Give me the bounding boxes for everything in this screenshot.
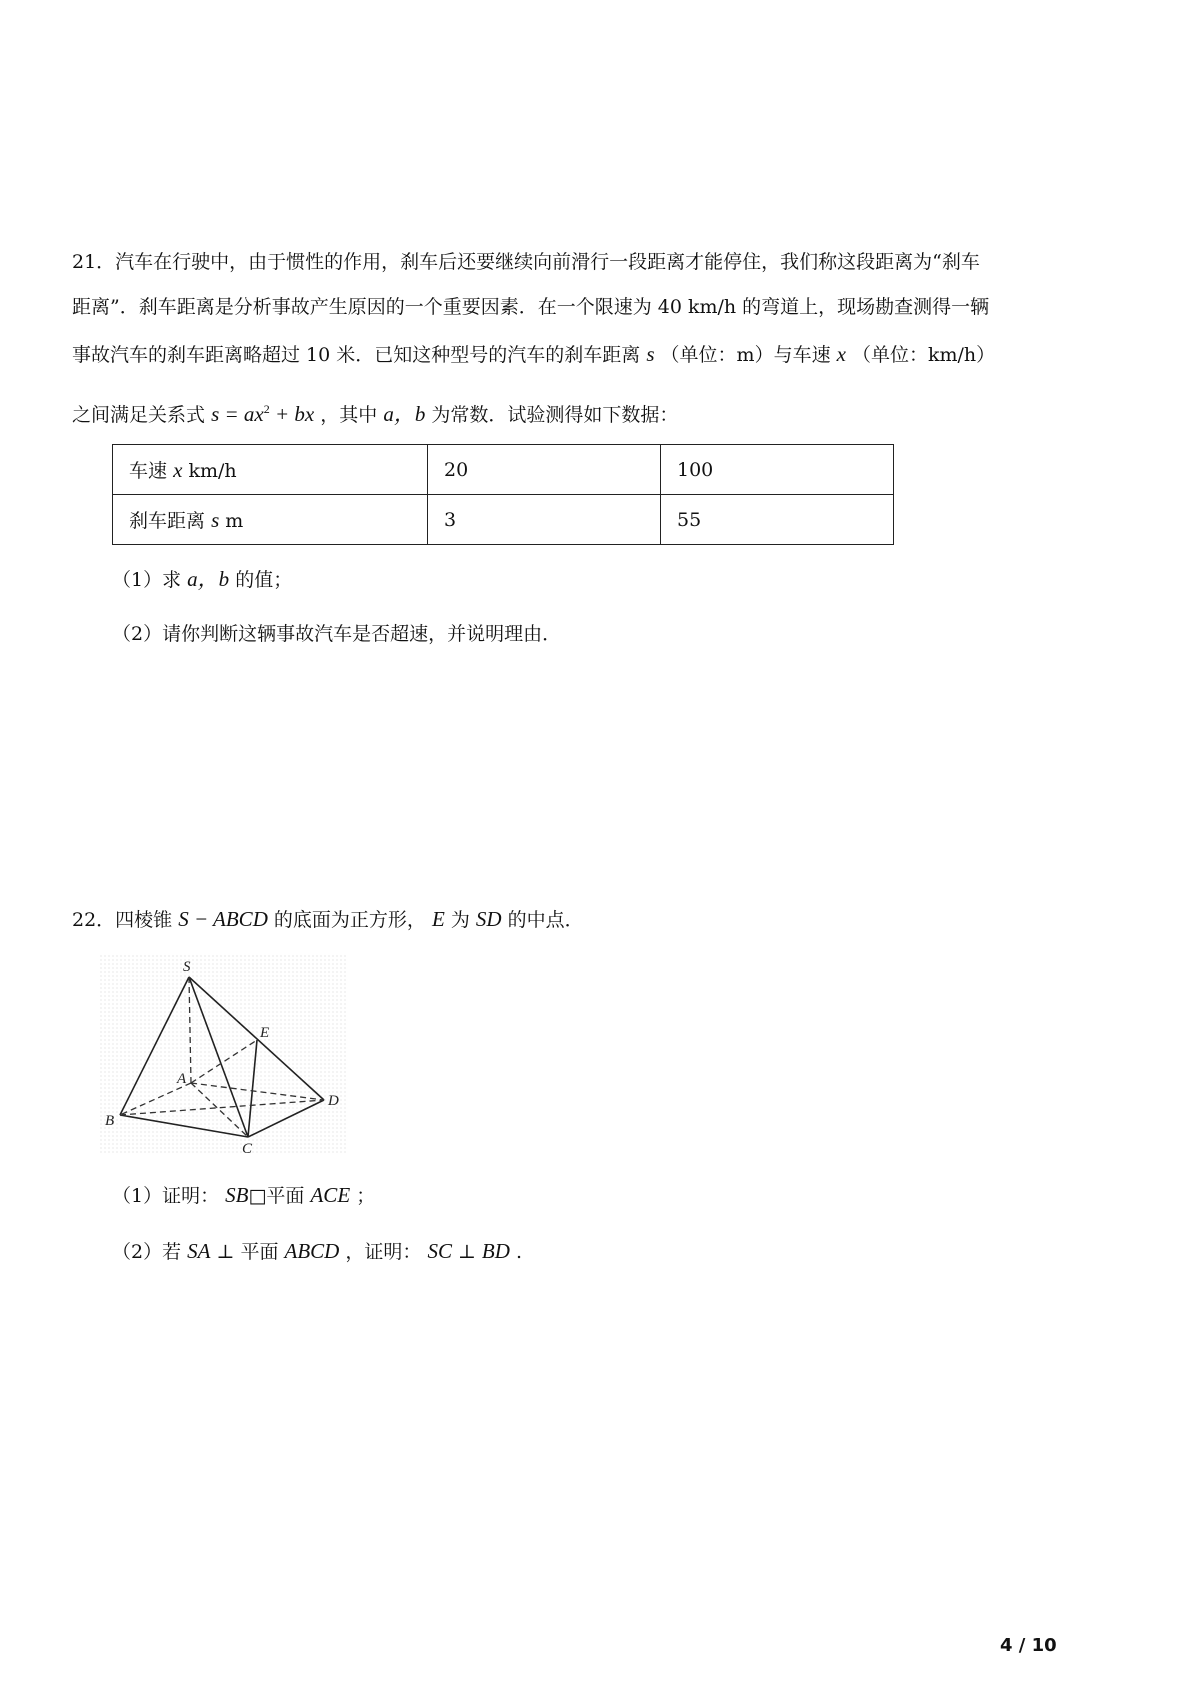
q22-text-1c: 为: [450, 909, 470, 931]
label-c: C: [242, 1141, 253, 1155]
pyramid-figure: [100, 955, 346, 1155]
var-s: s: [646, 342, 655, 366]
page-number: 4 / 10: [1000, 1635, 1057, 1656]
q22-part1-text-a: （1）证明：: [112, 1185, 220, 1207]
q21-line-2: [72, 293, 1132, 321]
var-ab: a，b: [187, 567, 230, 591]
table-cell-distance-label: [113, 495, 428, 545]
q21-text-4b: ，其中: [320, 404, 378, 426]
table-cell-speed-label: [113, 445, 428, 495]
q21-line-1: [72, 248, 1132, 276]
table-row: [113, 445, 894, 495]
q22-part2-text-b: 平面: [240, 1241, 279, 1263]
var-x: x: [836, 342, 846, 366]
q22-part2-text-c: ，证明：: [345, 1241, 422, 1263]
formula-rhs: + bx: [269, 402, 315, 426]
speed-distance-table: [112, 444, 894, 545]
table-cell: 55: [661, 495, 894, 545]
plane-abcd: ABCD: [284, 1239, 340, 1263]
q22-text-1b: 的底面为正方形，: [273, 909, 426, 931]
segment-sc: SC: [427, 1239, 452, 1263]
q21-part-1: [112, 565, 292, 594]
solid-name: S − ABCD: [178, 907, 268, 931]
q21-text-4c: 为常数．试验测得如下数据：: [431, 404, 679, 426]
parallel-symbol: □: [248, 1185, 267, 1207]
q22-line-1: [72, 905, 1132, 934]
segment-sa: SA: [187, 1239, 211, 1263]
label-b: B: [105, 1113, 115, 1129]
q21-text-3b: （单位：m）与车速: [660, 344, 831, 366]
q21-line-4: [72, 395, 1132, 429]
perp-symbol: ⊥: [216, 1241, 235, 1263]
q21-text-3a: 事故汽车的刹车距离略超过 10 米．已知这种型号的汽车的刹车距离: [72, 344, 641, 366]
segment-sd: SD: [475, 907, 502, 931]
distance-unit: m: [225, 510, 244, 532]
q21-text-3c: （单位：km/h）: [852, 344, 996, 366]
table-row: [113, 495, 894, 545]
label-e: E: [260, 1025, 270, 1041]
table-cell: 3: [428, 495, 661, 545]
figure-background: [100, 955, 346, 1155]
formula-lhs: s = ax: [211, 402, 264, 426]
distance-label: 刹车距离: [129, 510, 206, 532]
segment-sb: SB: [225, 1183, 249, 1207]
var-ab: a，b: [383, 402, 426, 426]
distance-var: s: [211, 508, 220, 532]
formula-exponent: 2: [263, 402, 270, 416]
q21-line-3: [72, 340, 1132, 369]
point-e: E: [431, 907, 445, 931]
q21-part1-text-b: 的值；: [235, 569, 293, 591]
speed-var: x: [173, 458, 183, 482]
q21-part1-text-a: （1）求: [112, 569, 182, 591]
q22-part-2: [112, 1237, 522, 1266]
q22-part1-text-b: 平面: [266, 1185, 305, 1207]
q21-text-4a: 之间满足关系式: [72, 404, 206, 426]
speed-unit: km/h: [188, 460, 237, 482]
q22-part2-text-a: （2）若: [112, 1241, 182, 1263]
label-s: S: [183, 959, 191, 975]
label-d: D: [328, 1093, 339, 1109]
q21-text-2: 距离”．刹车距离是分析事故产生原因的一个重要因素．在一个限速为 40 km/h 的弯道上，现场勘查测得一辆: [72, 296, 990, 318]
speed-label: 车速: [129, 460, 168, 482]
table-cell: 100: [661, 445, 894, 495]
plane-ace: ACE: [310, 1183, 351, 1207]
q21-text-1: 21．汽车在行驶中，由于惯性的作用，刹车后还要继续向前滑行一段距离才能停住，我们称这段距离为“刹车: [72, 251, 980, 273]
q22-text-1d: 的中点．: [507, 909, 584, 931]
table-cell: 20: [428, 445, 661, 495]
label-a: A: [177, 1071, 187, 1087]
q21-part2-text: （2）请你判断这辆事故汽车是否超速，并说明理由．: [112, 623, 562, 645]
perp-symbol: ⊥: [458, 1241, 476, 1263]
q22-part2-text-d: .: [515, 1241, 523, 1263]
q22-part-1: [112, 1181, 375, 1210]
q21-part-2: [112, 620, 561, 648]
relation-formula: [211, 402, 314, 426]
segment-bd: BD: [481, 1239, 510, 1263]
q22-part1-text-c: ；: [356, 1185, 376, 1207]
q22-text-1a: 22．四棱锥: [72, 909, 173, 931]
